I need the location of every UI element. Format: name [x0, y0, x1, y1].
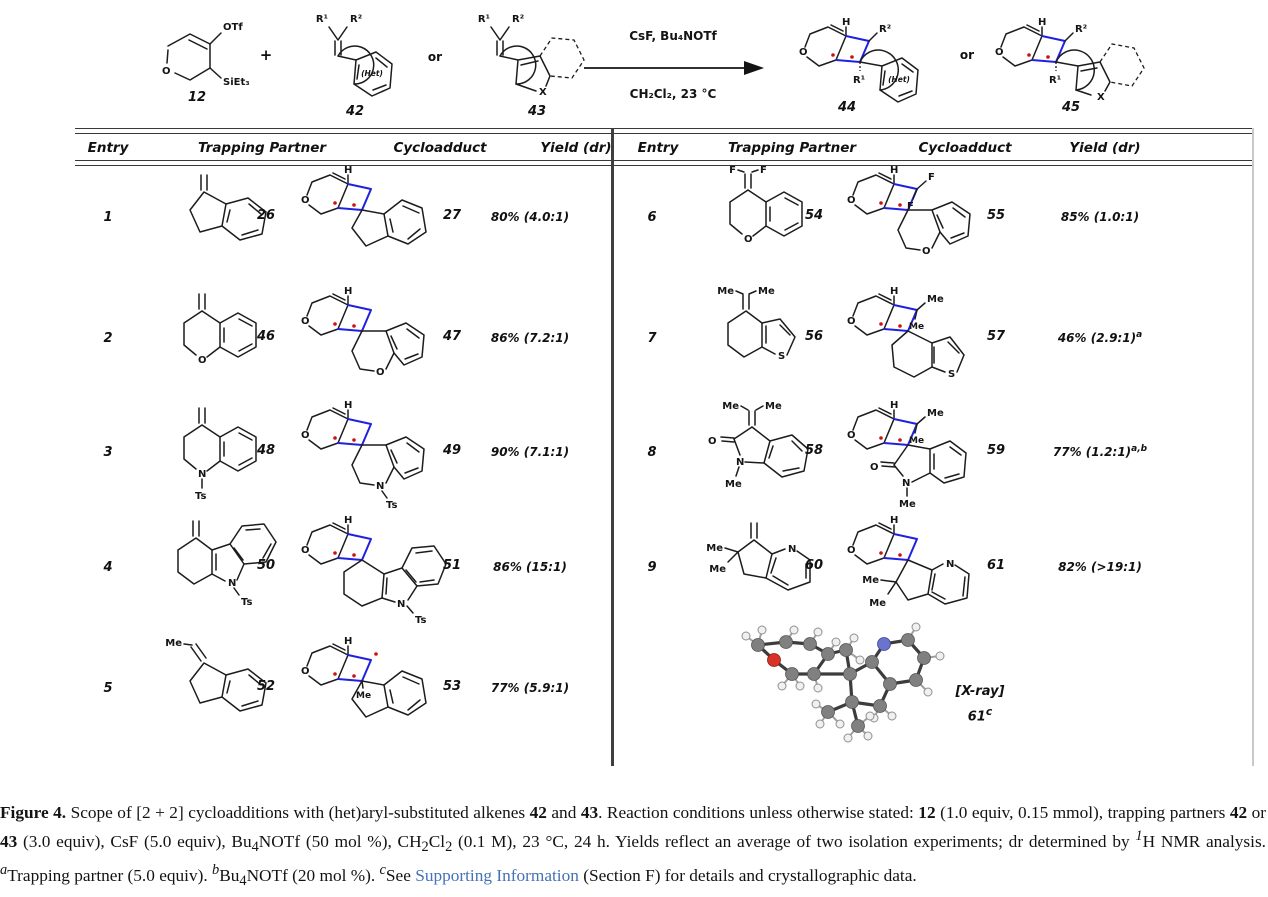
- yield-3: 90% (7.1:1): [490, 445, 570, 459]
- entry-7: 7: [647, 331, 657, 346]
- compound-number-26: 26: [256, 208, 276, 223]
- yield-6: 85% (1.0:1): [1060, 210, 1140, 224]
- entry-2: 2: [103, 331, 113, 346]
- yield-9: 82% (>19:1): [1058, 560, 1142, 574]
- atom-S: S: [948, 369, 956, 380]
- atom-O: O: [708, 436, 717, 447]
- compound-number-61: 61: [986, 558, 1006, 573]
- entry-8: 8: [647, 445, 657, 460]
- yield-7: 46% (2.9:1)$^a$: [1057, 330, 1143, 345]
- atom-F: F: [928, 172, 935, 183]
- group-Me: Me: [869, 598, 886, 609]
- compound-number-60: 60: [804, 558, 824, 573]
- compound-number-52: 52: [256, 679, 276, 694]
- compound-number-50: 50: [256, 558, 276, 573]
- atom-N: N: [198, 469, 207, 480]
- header-adduct-right: Cycloadduct: [918, 140, 1012, 156]
- yield-5: 77% (5.9:1): [490, 681, 570, 695]
- compound-number-54: 54: [804, 208, 824, 223]
- atom-N: N: [376, 481, 385, 492]
- atom-O: O: [376, 367, 385, 378]
- group-Ts: Ts: [415, 615, 427, 626]
- conditions-bottom: CH₂Cl₂, 23 °C: [629, 87, 717, 101]
- header-partner-right: Trapping Partner: [727, 140, 857, 156]
- xray-label: [920, 682, 1040, 727]
- reaction-arrow: [578, 28, 768, 103]
- yield-2: 86% (7.2:1): [490, 331, 570, 345]
- atom-O: O: [744, 234, 753, 245]
- entry-3: 3: [103, 445, 113, 460]
- or-label-2: or: [959, 48, 975, 62]
- atom-O: O: [870, 462, 879, 473]
- group-Me: Me: [758, 286, 775, 297]
- header-partner-left: Trapping Partner: [197, 140, 327, 156]
- entry-5: 5: [103, 681, 113, 696]
- table-top-rule: [75, 128, 1252, 134]
- atom-N: N: [902, 478, 911, 489]
- entry-1: 1: [103, 210, 113, 225]
- xray-oxygen-atom: [768, 654, 781, 667]
- figure-caption: Figure 4. Scope of [2 + 2] cycloadditions with (het)aryl-substituted alkenes 42 and 43. Reaction conditions unless otherwise stated: 12 (1.0 equiv, 0.15 mmol), trapping partners 42 or 43 (3.0 equiv), CsF (5.0 equiv), $Bu_4NOTf$ (50 mol %), $CH_2Cl_2$ (0.1 M), 23 °C, 24 h. Yields reflect an average of two isolation experiments; dr determined by $^1$H NMR analysis. $^a$Trapping partner (5.0 equiv). $^bBu_4NOTf$ (20 mol %). $^c$See Supporting Information (Section F) for details and crystallographic data.: [0, 803, 1267, 890]
- compound-number-27: 27: [442, 208, 462, 223]
- het-label: (Het): [888, 75, 910, 84]
- group-Me: Me: [356, 691, 372, 701]
- plus-sign: +: [259, 46, 273, 64]
- xray-tag: [X-ray]: [955, 684, 1005, 699]
- group-R2: R²: [350, 14, 363, 25]
- compound-number-43: 43: [527, 104, 547, 119]
- yield-1: 80% (4.0:1): [490, 210, 570, 224]
- group-Ts: Ts: [195, 491, 207, 502]
- group-Me: Me: [717, 286, 734, 297]
- entry-6: 6: [647, 210, 657, 225]
- conditions-top: CsF, Bu₄NOTf: [629, 29, 717, 43]
- entry-4: 4: [103, 560, 113, 575]
- compound-number-53: 53: [442, 679, 462, 694]
- supporting-information-link[interactable]: Supporting Information: [415, 866, 579, 886]
- header-entry-left: Entry: [87, 140, 129, 156]
- group-R2: R²: [512, 14, 525, 25]
- group-Me: Me: [765, 401, 782, 412]
- group-R1: R¹: [853, 75, 866, 86]
- compound-number-49: 49: [442, 443, 462, 458]
- compound-number-12: 12: [187, 90, 207, 105]
- group-Me: Me: [706, 543, 723, 554]
- or-label-1: or: [427, 50, 443, 64]
- xray-nitrogen-atom: [878, 638, 891, 651]
- yield-4: 86% (15:1): [493, 560, 567, 574]
- compound-number-48: 48: [256, 443, 276, 458]
- compound-number-59: 59: [986, 443, 1006, 458]
- entry-9: 9: [647, 560, 657, 575]
- compound-number-57: 57: [986, 329, 1006, 344]
- atom-N: N: [946, 559, 955, 570]
- structure-44: [786, 8, 961, 116]
- structure-42: [288, 10, 413, 110]
- group-Me: Me: [899, 499, 916, 510]
- group-Me: Me: [722, 401, 739, 412]
- compound-number-44: 44: [837, 100, 857, 115]
- group-Ts: Ts: [386, 500, 398, 511]
- atom-F: F: [729, 165, 736, 176]
- group-Me: Me: [927, 408, 944, 419]
- group-R2: R²: [879, 24, 892, 35]
- compound-number-47: 47: [442, 329, 462, 344]
- group-Ts: Ts: [241, 597, 253, 608]
- group-Me: Me: [909, 322, 925, 332]
- atom-F: F: [760, 165, 767, 176]
- group-Me: Me: [725, 479, 742, 490]
- group-R1: R¹: [477, 14, 490, 25]
- header-yield-right: Yield (dr): [1069, 140, 1141, 156]
- group-R1: R¹: [315, 14, 328, 25]
- group-OTf: OTf: [223, 22, 243, 33]
- group-SiEt3: SiEt₃: [223, 77, 250, 88]
- atom-O: O: [198, 355, 207, 366]
- group-Me: Me: [927, 294, 944, 305]
- group-Me: Me: [709, 564, 726, 575]
- group-R1: R¹: [1049, 75, 1062, 86]
- header-yield-left: Yield (dr): [540, 140, 612, 156]
- atom-N: N: [228, 578, 237, 589]
- atom-X: X: [539, 87, 547, 98]
- het-label: (Het): [361, 69, 383, 78]
- atom-O: O: [162, 66, 171, 77]
- atom-O: O: [922, 246, 931, 257]
- header-entry-right: Entry: [637, 140, 679, 156]
- compound-number-46: 46: [256, 329, 276, 344]
- yield-8: 77% (1.2:1)$^{a,b}$: [1052, 444, 1148, 459]
- compound-number-45: 45: [1061, 100, 1081, 115]
- compound-number-58: 58: [804, 443, 824, 458]
- compound-number-56: 56: [804, 329, 824, 344]
- compound-number-55: 55: [986, 208, 1006, 223]
- atom-S: S: [778, 351, 786, 362]
- group-Me: Me: [909, 436, 925, 446]
- page: O H OTf SiEt₃ O 12 + R¹ R² (Het) 42 or R¹ R² X 43 CsF, Bu₄NOTf CH₂Cl₂, 23 °C R² R¹ (Het) 44 or R² R¹ X 45 Entry Trapping Partner Cycloadduct Yield (dr) Entry Trapping Partner Cycloadduct Yield (dr) 1 26 27 80% (4.0:1) 2 O 46 O 47 86% (7.2:1) 3 N Ts 48 N Ts 49 90% (7.1:1) 4 N Ts 50 N Ts 51 86% (15:1) 5 Me 52 Me 53 77% (5.9:1) 6 F F O 54 F F O 55 85% (1.0:1) 7 Me Me S 56 Me Me S 57 46% (2.9:1)$^a$ 8 Me Me O N Me 58 Me Me O N Me 59 77% (1.2:1)$^{a,b}$ 9 Me Me N 60 Me Me N 61 82% (>19:1) [X-ray] 61$^c$ Figure 4. Scope of [2 + 2] cycloadditions with (het)aryl-substituted alkenes 42 and 43. Reaction conditions unless otherwise stated: 12 (1.0 equiv, 0.15 mmol), trapping partners 42 or 43 (3.0 equiv), CsF (5.0 equiv), $Bu_4NOTf$ (50 mol %), $CH_2Cl_2$ (0.1 M), 23 °C, 24 h. Yields reflect an average of two isolation experiments; dr determined by $^1$H NMR analysis. $^a$Trapping partner (5.0 equiv). $^bBu_4NOTf$ (20 mol %). $^c$See Supporting Information (Section F) for details and crystallographic data.: [0, 0, 1268, 897]
- atom-N: N: [788, 544, 797, 555]
- table-center-divider: [611, 128, 614, 766]
- compound-number-42: 42: [345, 104, 365, 119]
- group-Me: Me: [862, 575, 879, 586]
- atom-N: N: [397, 599, 406, 610]
- header-adduct-left: Cycloadduct: [393, 140, 487, 156]
- arrowhead-icon: [744, 61, 764, 75]
- atom-X: X: [1097, 92, 1105, 103]
- group-Me: Me: [165, 638, 182, 649]
- group-R2: R²: [1075, 24, 1088, 35]
- atom-N: N: [736, 457, 745, 468]
- atom-F: F: [907, 201, 914, 212]
- compound-number-51: 51: [442, 558, 462, 573]
- xray-compound: 61$^c$: [967, 705, 993, 725]
- table-right-edge: [1252, 128, 1254, 766]
